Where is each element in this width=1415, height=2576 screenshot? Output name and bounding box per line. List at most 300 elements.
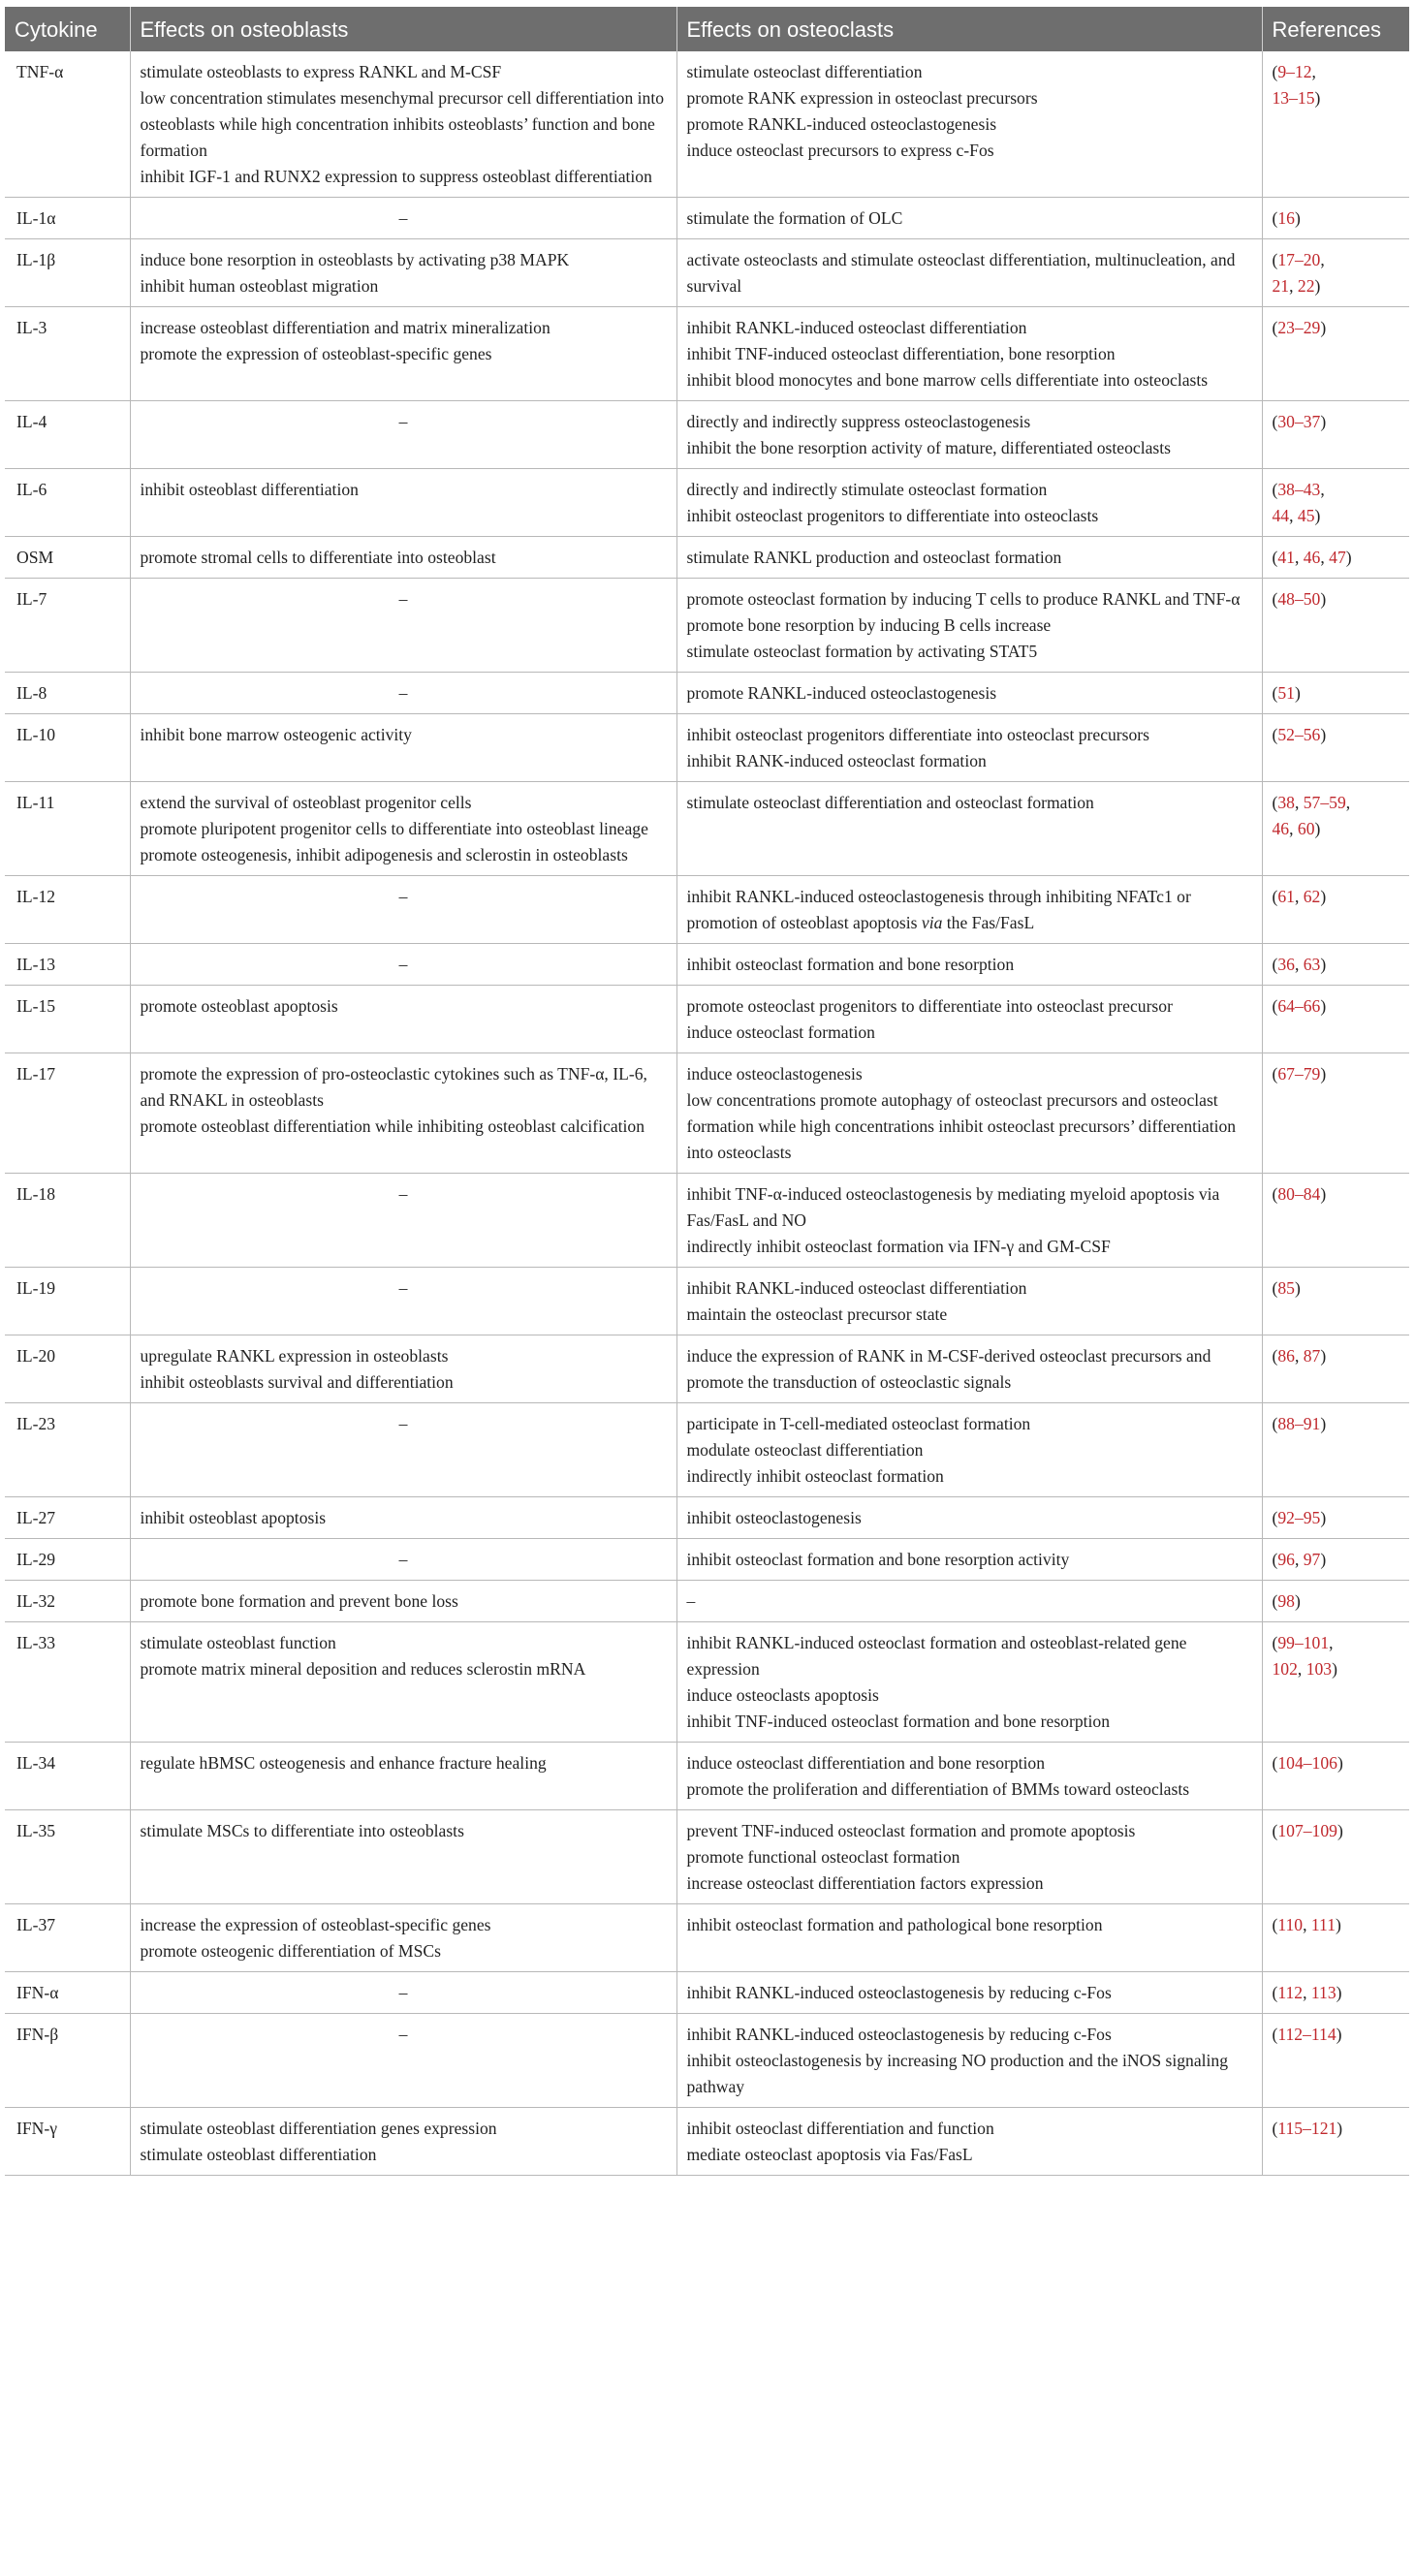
reference-punctuation: )	[1336, 1915, 1341, 1934]
reference-punctuation: ,	[1303, 1983, 1311, 2002]
reference-link[interactable]: 110	[1277, 1915, 1304, 1934]
osteoclast-effects-text: the Fas/FasL	[942, 913, 1035, 932]
reference-line	[1273, 503, 1400, 529]
reference-punctuation: ,	[1289, 276, 1298, 296]
osteoclast-effects-cell: inhibit osteoclast differentiation and function mediate osteoclast apoptosis via Fas/FasL	[676, 2108, 1262, 2176]
reference-punctuation: )	[1320, 318, 1327, 337]
reference-punctuation: (	[1272, 1633, 1278, 1652]
header-row	[5, 7, 1409, 51]
references-cell	[1262, 876, 1409, 944]
osteoclast-effects-cell: stimulate RANKL production and osteoclast formation	[676, 537, 1262, 579]
osteoclast-effects-text: inhibit RANKL-induced osteoclastogenesis through inhibiting NFATc1 or promotion of osteoblast apoptosis	[686, 887, 1191, 932]
reference-punctuation: )	[1332, 1659, 1337, 1679]
reference-link[interactable]: 30–37	[1277, 412, 1321, 431]
reference-link[interactable]: 9–12	[1277, 62, 1312, 81]
reference-link[interactable]: 113	[1310, 1983, 1336, 2002]
table-row	[5, 2108, 1409, 2176]
reference-punctuation: ,	[1294, 793, 1304, 812]
cytokine-cell: IFN-γ	[5, 2108, 130, 2176]
osteoclast-effects-cell: stimulate osteoclast differentiation promote RANK expression in osteoclast precursors promote RANKL-induced osteoclastogenesis induce osteoclast precursors to express c-Fos	[676, 51, 1262, 198]
reference-line	[1273, 1181, 1400, 1208]
reference-punctuation: (	[1272, 887, 1278, 906]
reference-punctuation: )	[1294, 208, 1301, 228]
reference-link[interactable]: 80–84	[1277, 1184, 1321, 1204]
italic-text: via	[921, 913, 943, 932]
reference-punctuation: (	[1272, 725, 1278, 744]
header-references: References	[1272, 16, 1382, 42]
reference-punctuation: (	[1272, 996, 1278, 1016]
reference-link[interactable]: 111	[1310, 1915, 1336, 1934]
table-row	[5, 714, 1409, 782]
reference-line	[1273, 952, 1400, 978]
table-row	[5, 1539, 1409, 1581]
reference-line	[1273, 790, 1400, 816]
osteoclast-effects-cell: inhibit osteoclast formation and bone resorption	[676, 944, 1262, 986]
references-cell	[1262, 198, 1409, 239]
reference-punctuation: )	[1320, 1414, 1327, 1433]
osteoclast-effects-cell: prevent TNF-induced osteoclast formation and promote apoptosis promote functional osteoclast formation increase osteoclast differentiation factors expression	[676, 1810, 1262, 1904]
reference-line	[1273, 1505, 1400, 1531]
cytokine-cell: OSM	[5, 537, 130, 579]
reference-link[interactable]: 86	[1277, 1346, 1295, 1366]
reference-punctuation: ,	[1294, 548, 1304, 567]
reference-punctuation: ,	[1297, 1659, 1306, 1679]
osteoclast-effects-cell: inhibit RANKL-induced osteoclastogenesis by reducing c-Fos	[676, 1972, 1262, 2014]
osteoblast-effects-cell: inhibit osteoblast apoptosis	[130, 1497, 676, 1539]
reference-link[interactable]: 96	[1277, 1550, 1295, 1569]
reference-punctuation: ,	[1345, 793, 1351, 812]
reference-punctuation: )	[1320, 1346, 1327, 1366]
reference-link[interactable]: 112–114	[1277, 2025, 1336, 2044]
references-cell	[1262, 1622, 1409, 1743]
table-row	[5, 1335, 1409, 1403]
reference-link[interactable]: 16	[1277, 208, 1295, 228]
cytokine-cell: IL-4	[5, 401, 130, 469]
cytokine-cell: IL-19	[5, 1268, 130, 1335]
reference-punctuation: (	[1272, 1064, 1278, 1084]
osteoblast-effects-cell: –	[130, 1539, 676, 1581]
osteoblast-effects-cell: regulate hBMSC osteogenesis and enhance fracture healing	[130, 1743, 676, 1810]
cytokine-cell: IL-3	[5, 307, 130, 401]
table-row	[5, 944, 1409, 986]
reference-link[interactable]: 92–95	[1277, 1508, 1321, 1527]
osteoclast-effects-cell: –	[676, 1581, 1262, 1622]
reference-punctuation: )	[1320, 996, 1327, 1016]
cytokine-cell: IFN-β	[5, 2014, 130, 2108]
osteoblast-effects-cell: promote osteoblast apoptosis	[130, 986, 676, 1053]
osteoblast-effects-cell: promote stromal cells to differentiate into osteoblast	[130, 537, 676, 579]
cytokine-cell: IL-10	[5, 714, 130, 782]
table-row	[5, 1904, 1409, 1972]
reference-punctuation: ,	[1294, 1550, 1304, 1569]
reference-punctuation: )	[1345, 548, 1352, 567]
reference-line	[1273, 2116, 1400, 2142]
reference-line	[1273, 722, 1400, 748]
references-cell	[1262, 1539, 1409, 1581]
reference-punctuation: )	[1320, 412, 1327, 431]
osteoblast-effects-cell: –	[130, 876, 676, 944]
reference-punctuation: )	[1320, 725, 1327, 744]
table-row	[5, 1174, 1409, 1268]
osteoclast-effects-cell: inhibit TNF-α-induced osteoclastogenesis by mediating myeloid apoptosis via Fas/FasL and NO indirectly inhibit osteoclast formation via IFN-γ and GM-CSF	[676, 1174, 1262, 1268]
references-cell	[1262, 1581, 1409, 1622]
reference-punctuation: )	[1336, 1821, 1343, 1840]
references-cell	[1262, 986, 1409, 1053]
reference-punctuation: )	[1320, 955, 1327, 974]
reference-line	[1273, 315, 1400, 341]
reference-punctuation: )	[1336, 2025, 1342, 2044]
references-cell	[1262, 579, 1409, 673]
osteoclast-effects-cell: inhibit RANKL-induced osteoclast differentiation inhibit TNF-induced osteoclast differentiation, bone resorption inhibit blood monocytes and bone marrow cells differentiate into osteoclasts	[676, 307, 1262, 401]
reference-punctuation: )	[1314, 276, 1321, 296]
reference-punctuation: (	[1272, 62, 1278, 81]
table-row	[5, 673, 1409, 714]
osteoclast-effects-cell: activate osteoclasts and stimulate osteoclast differentiation, multinucleation, and survival	[676, 239, 1262, 307]
table-row	[5, 579, 1409, 673]
reference-punctuation: )	[1320, 589, 1327, 609]
osteoblast-effects-cell: increase the expression of osteoblast-specific genes promote osteogenic differentiation of MSCs	[130, 1904, 676, 1972]
reference-punctuation: (	[1272, 412, 1278, 431]
cytokine-cell: IL-32	[5, 1581, 130, 1622]
cytokine-cell: IL-34	[5, 1743, 130, 1810]
table-row	[5, 782, 1409, 876]
reference-punctuation: )	[1320, 1550, 1327, 1569]
reference-link[interactable]: 21	[1272, 276, 1290, 296]
cytokine-cell: IL-12	[5, 876, 130, 944]
reference-line	[1273, 2022, 1400, 2048]
reference-line	[1273, 586, 1400, 613]
reference-line	[1273, 1818, 1400, 1844]
references-cell	[1262, 1972, 1409, 2014]
references-cell	[1262, 1497, 1409, 1539]
osteoclast-effects-cell: inhibit RANKL-induced osteoclastogenesis by reducing c-Fos inhibit osteoclastogenesis by increasing NO production and the iNOS signaling pathway	[676, 2014, 1262, 2108]
osteoclast-effects-cell: inhibit osteoclast formation and pathological bone resorption	[676, 1904, 1262, 1972]
reference-line	[1273, 1061, 1400, 1087]
reference-line	[1273, 1656, 1400, 1682]
reference-punctuation: (	[1272, 1508, 1278, 1527]
reference-punctuation: ,	[1294, 1346, 1304, 1366]
reference-link[interactable]: 107–109	[1277, 1821, 1337, 1840]
table-row	[5, 986, 1409, 1053]
cytokine-cell: IL-11	[5, 782, 130, 876]
reference-link[interactable]: 46	[1272, 819, 1290, 838]
reference-line	[1273, 409, 1400, 435]
osteoblast-effects-cell: inhibit osteoblast differentiation	[130, 469, 676, 537]
reference-punctuation: )	[1314, 506, 1321, 525]
reference-link[interactable]: 48–50	[1277, 589, 1321, 609]
reference-link[interactable]: 85	[1277, 1278, 1295, 1298]
osteoblast-effects-cell: stimulate osteoblasts to express RANKL and M-CSF low concentration stimulates mesenchymal precursor cell differentiation into osteoblasts while high concentration inhibits osteoblasts’ function and bone formation inhibit IGF-1 and RUNX2 expression to suppress osteoblast differentiation	[130, 51, 676, 198]
osteoclast-effects-cell: inhibit osteoclast progenitors differentiate into osteoclast precursors inhibit RANK-induced osteoclast formation	[676, 714, 1262, 782]
osteoblast-effects-cell: –	[130, 2014, 676, 2108]
reference-line	[1273, 477, 1400, 503]
reference-link[interactable]: 62	[1303, 887, 1321, 906]
osteoblast-effects-cell: –	[130, 1174, 676, 1268]
reference-link[interactable]: 88–91	[1277, 1414, 1321, 1433]
references-cell	[1262, 307, 1409, 401]
reference-link[interactable]: 104–106	[1277, 1753, 1337, 1773]
reference-punctuation: (	[1272, 1278, 1278, 1298]
references-cell	[1262, 1810, 1409, 1904]
table-row	[5, 1810, 1409, 1904]
reference-punctuation: (	[1272, 955, 1278, 974]
osteoclast-effects-cell: promote osteoclast formation by inducing T cells to produce RANKL and TNF-α promote bone resorption by inducing B cells increase stimulate osteoclast formation by activating STAT5	[676, 579, 1262, 673]
reference-line	[1273, 273, 1400, 299]
osteoclast-effects-cell	[676, 876, 1262, 944]
reference-link[interactable]: 103	[1305, 1659, 1333, 1679]
references-cell	[1262, 537, 1409, 579]
reference-punctuation: )	[1320, 1184, 1327, 1204]
reference-line	[1273, 545, 1400, 571]
reference-punctuation: (	[1272, 589, 1278, 609]
cytokine-cell: IL-20	[5, 1335, 130, 1403]
reference-punctuation: (	[1272, 318, 1278, 337]
cytokine-cell: IL-17	[5, 1053, 130, 1174]
reference-link[interactable]: 102	[1272, 1659, 1298, 1679]
osteoblast-effects-cell: stimulate osteoblast differentiation genes expression stimulate osteoblast differentiation	[130, 2108, 676, 2176]
table-row	[5, 51, 1409, 198]
reference-line	[1273, 85, 1400, 111]
osteoblast-effects-cell: –	[130, 1972, 676, 2014]
table-row	[5, 1268, 1409, 1335]
osteoblast-effects-cell: promote the expression of pro-osteoclastic cytokines such as TNF-α, IL-6, and RNAKL in osteoblasts promote osteoblast differentiation while inhibiting osteoblast calcification	[130, 1053, 676, 1174]
reference-punctuation: ,	[1311, 62, 1316, 81]
reference-line	[1273, 816, 1400, 842]
references-cell	[1262, 1268, 1409, 1335]
cytokine-cell: IL-1α	[5, 198, 130, 239]
osteoclast-effects-cell: directly and indirectly stimulate osteoclast formation inhibit osteoclast progenitors to differentiate into osteoclasts	[676, 469, 1262, 537]
reference-link[interactable]: 38–43	[1277, 480, 1321, 499]
references-cell	[1262, 1053, 1409, 1174]
reference-line	[1273, 1630, 1400, 1656]
references-cell	[1262, 1904, 1409, 1972]
references-cell	[1262, 673, 1409, 714]
reference-link[interactable]: 112	[1277, 1983, 1304, 2002]
osteoclast-effects-cell: inhibit osteoclast formation and bone resorption activity	[676, 1539, 1262, 1581]
reference-punctuation: (	[1272, 1915, 1278, 1934]
reference-punctuation: (	[1272, 548, 1278, 567]
table-row	[5, 2014, 1409, 2108]
table-row	[5, 239, 1409, 307]
osteoblast-effects-cell: extend the survival of osteoblast progenitor cells promote pluripotent progenitor cells to differentiate into osteoblast lineage promote osteogenesis, inhibit adipogenesis and sclerostin in osteoblasts	[130, 782, 676, 876]
reference-punctuation: )	[1336, 2119, 1343, 2138]
osteoclast-effects-cell: directly and indirectly suppress osteoclastogenesis inhibit the bone resorption activity of mature, differentiated osteoclasts	[676, 401, 1262, 469]
osteoclast-effects-cell: participate in T-cell-mediated osteoclast formation modulate osteoclast differentiation indirectly inhibit osteoclast formation	[676, 1403, 1262, 1497]
reference-punctuation: (	[1272, 250, 1278, 269]
reference-link[interactable]: 13–15	[1272, 88, 1315, 108]
reference-line	[1273, 1275, 1400, 1302]
cytokine-cell: IL-18	[5, 1174, 130, 1268]
osteoclast-effects-cell: induce osteoclast differentiation and bone resorption promote the proliferation and differentiation of BMMs toward osteoclasts	[676, 1743, 1262, 1810]
reference-link[interactable]: 22	[1297, 276, 1315, 296]
reference-link[interactable]: 47	[1329, 548, 1346, 567]
table-row	[5, 1743, 1409, 1810]
reference-link[interactable]: 98	[1277, 1591, 1295, 1611]
header-osteoblasts: Effects on osteoblasts	[130, 7, 676, 51]
osteoblast-effects-cell: promote bone formation and prevent bone loss	[130, 1581, 676, 1622]
reference-link[interactable]: 44	[1272, 506, 1290, 525]
cytokine-cell: IL-37	[5, 1904, 130, 1972]
reference-punctuation: (	[1272, 2025, 1278, 2044]
osteoclast-effects-cell: induce the expression of RANK in M-CSF-derived osteoclast precursors and promote the transduction of osteoclastic signals	[676, 1335, 1262, 1403]
reference-link[interactable]: 52–56	[1277, 725, 1321, 744]
osteoclast-effects-cell: promote RANKL-induced osteoclastogenesis	[676, 673, 1262, 714]
table-row	[5, 307, 1409, 401]
osteoblast-effects-cell: inhibit bone marrow osteogenic activity	[130, 714, 676, 782]
reference-punctuation: )	[1320, 1508, 1327, 1527]
header-cytokine: Cytokine	[5, 7, 130, 51]
table-row	[5, 401, 1409, 469]
table-row	[5, 537, 1409, 579]
reference-punctuation: (	[1272, 1591, 1278, 1611]
table-body	[5, 51, 1409, 2176]
reference-punctuation: (	[1272, 683, 1278, 703]
reference-line	[1273, 680, 1400, 707]
reference-punctuation: )	[1336, 1753, 1343, 1773]
osteoblast-effects-cell: induce bone resorption in osteoblasts by activating p38 MAPK inhibit human osteoblast migration	[130, 239, 676, 307]
reference-punctuation: )	[1294, 683, 1301, 703]
reference-line	[1273, 1750, 1400, 1776]
reference-link[interactable]: 64–66	[1277, 996, 1321, 1016]
cytokine-cell: IL-33	[5, 1622, 130, 1743]
reference-punctuation: (	[1272, 1184, 1278, 1204]
reference-punctuation: )	[1294, 1591, 1301, 1611]
osteoclast-effects-cell: stimulate the formation of OLC	[676, 198, 1262, 239]
table-row	[5, 198, 1409, 239]
reference-punctuation: )	[1294, 1278, 1301, 1298]
osteoblast-effects-cell: –	[130, 198, 676, 239]
reference-punctuation: )	[1320, 887, 1327, 906]
reference-link[interactable]: 60	[1297, 819, 1315, 838]
cytokine-cell: IL-27	[5, 1497, 130, 1539]
reference-link[interactable]: 36	[1277, 955, 1295, 974]
osteoclast-effects-cell: inhibit osteoclastogenesis	[676, 1497, 1262, 1539]
reference-line	[1273, 247, 1400, 273]
reference-link[interactable]: 99–101	[1277, 1633, 1330, 1652]
references-cell	[1262, 714, 1409, 782]
cytokine-cell: IL-13	[5, 944, 130, 986]
cytokine-cell: IL-7	[5, 579, 130, 673]
reference-line	[1273, 1547, 1400, 1573]
reference-punctuation: ,	[1303, 1915, 1311, 1934]
cytokine-cell: IL-15	[5, 986, 130, 1053]
reference-punctuation: ,	[1289, 819, 1298, 838]
osteoblast-effects-cell: increase osteoblast differentiation and matrix mineralization promote the expression of osteoblast-specific genes	[130, 307, 676, 401]
reference-punctuation: )	[1320, 1064, 1327, 1084]
cytokine-cell: TNF-α	[5, 51, 130, 198]
reference-link[interactable]: 61	[1277, 887, 1295, 906]
reference-link[interactable]: 115–121	[1277, 2119, 1337, 2138]
osteoclast-effects-cell: inhibit RANKL-induced osteoclast formation and osteoblast-related gene expression induce osteoclasts apoptosis inhibit TNF-induced osteoclast formation and bone resorption	[676, 1622, 1262, 1743]
reference-link[interactable]: 51	[1277, 683, 1295, 703]
references-cell	[1262, 1743, 1409, 1810]
references-cell	[1262, 401, 1409, 469]
osteoclast-effects-cell: induce osteoclastogenesis low concentrations promote autophagy of osteoclast precursors and osteoclast formation while high concentrations inhibit osteoclast precursors’ differentiation into osteoclasts	[676, 1053, 1262, 1174]
reference-punctuation: (	[1272, 1821, 1278, 1840]
reference-link[interactable]: 67–79	[1277, 1064, 1321, 1084]
osteoblast-effects-cell: –	[130, 673, 676, 714]
header-osteoclasts: Effects on osteoclasts	[676, 7, 1262, 51]
osteoblast-effects-cell: stimulate osteoblast function promote matrix mineral deposition and reduces sclerostin mRNA	[130, 1622, 676, 1743]
reference-punctuation: (	[1272, 1414, 1278, 1433]
reference-punctuation: ,	[1289, 506, 1298, 525]
cytokine-cell: IL-23	[5, 1403, 130, 1497]
reference-link[interactable]: 45	[1297, 506, 1315, 525]
table-row	[5, 1972, 1409, 2014]
reference-punctuation: (	[1272, 1983, 1278, 2002]
reference-line	[1273, 205, 1400, 232]
references-cell	[1262, 469, 1409, 537]
references-cell	[1262, 782, 1409, 876]
reference-punctuation: )	[1336, 1983, 1342, 2002]
reference-link[interactable]: 87	[1303, 1346, 1321, 1366]
reference-link[interactable]: 46	[1303, 548, 1321, 567]
table-row	[5, 1622, 1409, 1743]
table-row	[5, 876, 1409, 944]
references-cell	[1262, 51, 1409, 198]
reference-punctuation: (	[1272, 2119, 1278, 2138]
osteoblast-effects-cell: –	[130, 1268, 676, 1335]
osteoclast-effects-cell: promote osteoclast progenitors to differentiate into osteoclast precursor induce osteoclast formation	[676, 986, 1262, 1053]
reference-line	[1273, 1411, 1400, 1437]
reference-punctuation: )	[1314, 88, 1321, 108]
cytokine-cell: IL-1β	[5, 239, 130, 307]
reference-link[interactable]: 23–29	[1277, 318, 1321, 337]
osteoclast-effects-cell: stimulate osteoclast differentiation and osteoclast formation	[676, 782, 1262, 876]
osteoclast-effects-cell: inhibit RANKL-induced osteoclast differentiation maintain the osteoclast precursor state	[676, 1268, 1262, 1335]
osteoblast-effects-cell: –	[130, 1403, 676, 1497]
osteoblast-effects-cell: –	[130, 401, 676, 469]
reference-link[interactable]: 41	[1277, 548, 1295, 567]
table-row	[5, 1581, 1409, 1622]
reference-punctuation: ,	[1320, 480, 1325, 499]
reference-link[interactable]: 38	[1277, 793, 1295, 812]
table-row	[5, 1053, 1409, 1174]
reference-punctuation: (	[1272, 793, 1278, 812]
osteoblast-effects-cell: upregulate RANKL expression in osteoblasts inhibit osteoblasts survival and differentiation	[130, 1335, 676, 1403]
cytokine-cell: IFN-α	[5, 1972, 130, 2014]
reference-line	[1273, 1912, 1400, 1938]
reference-punctuation: ,	[1320, 250, 1325, 269]
reference-link[interactable]: 57–59	[1303, 793, 1346, 812]
cytokine-effects-table	[5, 7, 1409, 2176]
reference-punctuation: ,	[1329, 1633, 1334, 1652]
reference-line	[1273, 1588, 1400, 1615]
references-cell	[1262, 1335, 1409, 1403]
table-row	[5, 1497, 1409, 1539]
reference-punctuation: (	[1272, 1346, 1278, 1366]
osteoblast-effects-cell: –	[130, 944, 676, 986]
reference-punctuation: (	[1272, 1753, 1278, 1773]
reference-line	[1273, 993, 1400, 1020]
reference-punctuation: (	[1272, 480, 1278, 499]
reference-link[interactable]: 63	[1303, 955, 1321, 974]
cytokine-cell: IL-29	[5, 1539, 130, 1581]
reference-link[interactable]: 97	[1303, 1550, 1321, 1569]
reference-line	[1273, 884, 1400, 910]
reference-link[interactable]: 17–20	[1277, 250, 1321, 269]
references-cell	[1262, 2014, 1409, 2108]
osteoblast-effects-cell: –	[130, 579, 676, 673]
references-cell	[1262, 239, 1409, 307]
cytokine-cell: IL-8	[5, 673, 130, 714]
reference-line	[1273, 1343, 1400, 1369]
table-row	[5, 469, 1409, 537]
reference-punctuation: ,	[1294, 955, 1304, 974]
references-cell	[1262, 2108, 1409, 2176]
reference-line	[1273, 59, 1400, 85]
osteoblast-effects-cell: stimulate MSCs to differentiate into osteoblasts	[130, 1810, 676, 1904]
